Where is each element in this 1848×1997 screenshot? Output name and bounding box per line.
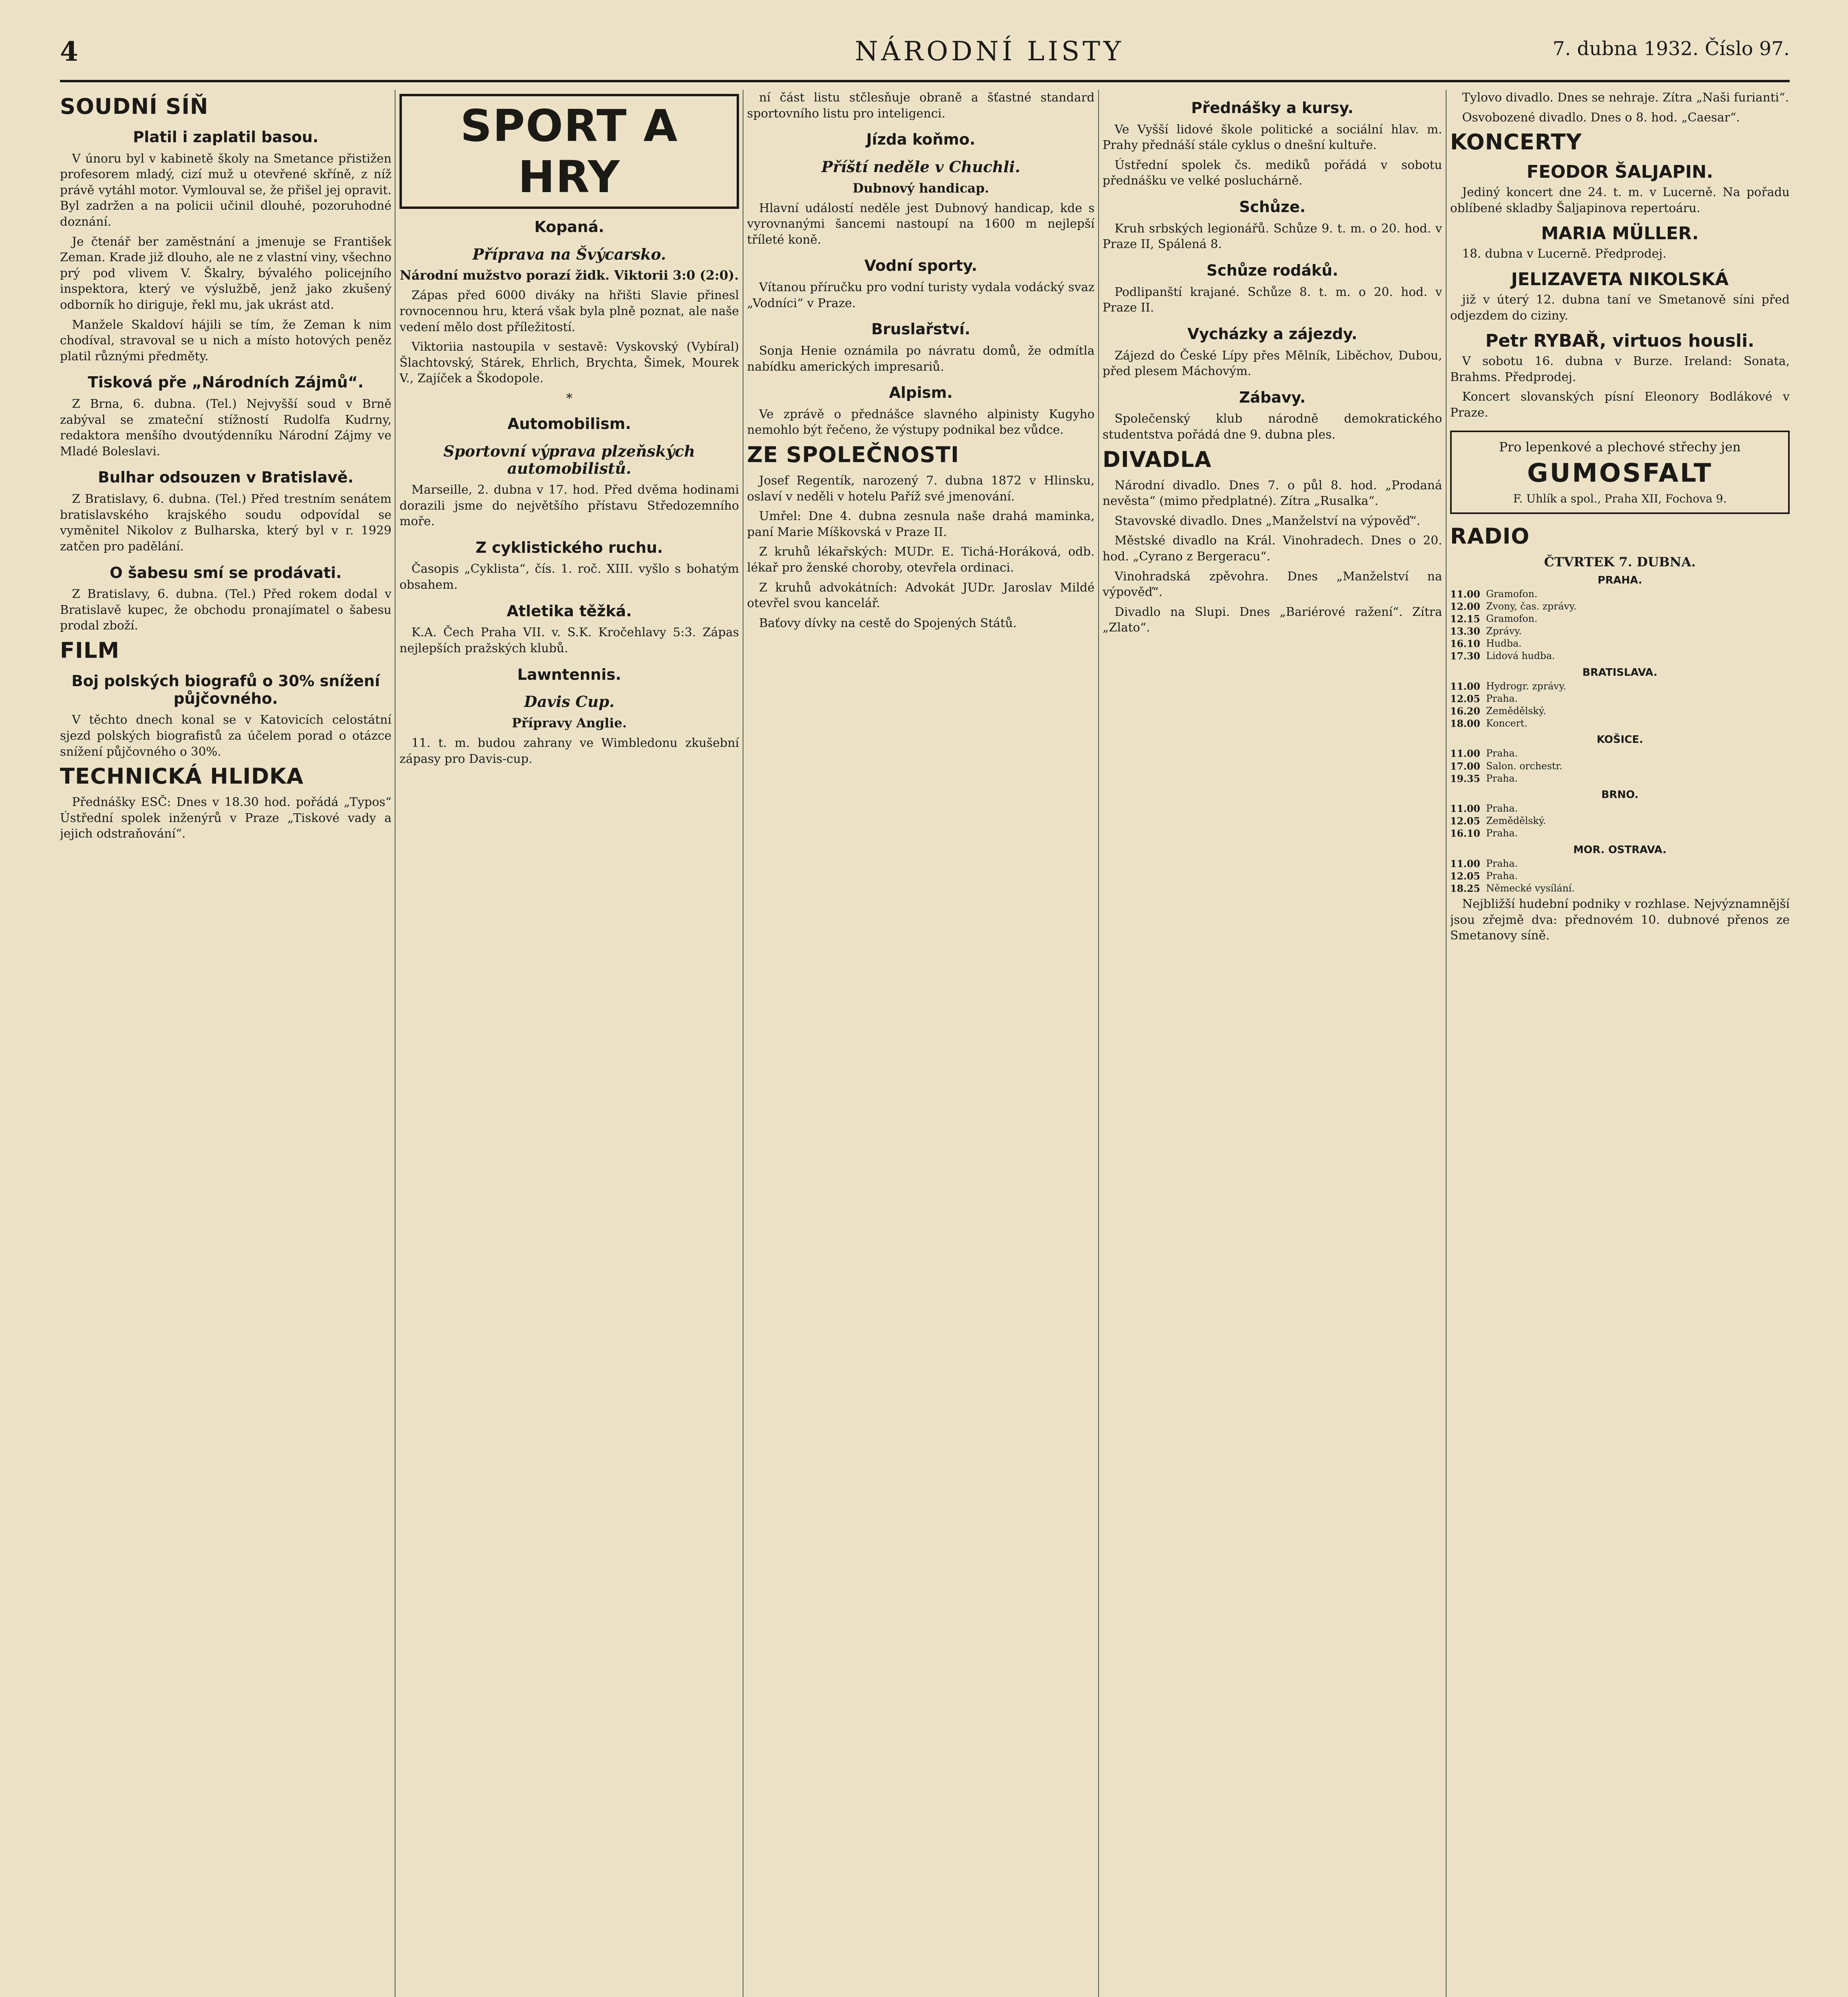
radio-station: BRNO. <box>1601 788 1639 801</box>
article-paragraph: Umřel: Dne 4. dubna zesnula naše drahá maminka, paní Marie Míškovská v Praze II. <box>747 509 1095 539</box>
article-title: Alpism. <box>889 384 953 402</box>
article-title: Zábavy. <box>1239 388 1306 406</box>
article-paragraph: Osvobozené divadlo. Dnes o 8. hod. „Caesar“. <box>1462 110 1740 125</box>
radio-item: Gramofon. <box>1486 613 1538 624</box>
section-title-film: FILM <box>60 638 120 663</box>
column-lectures-theatre <box>1103 90 1442 1997</box>
radio-time: 16.10 <box>1450 828 1480 840</box>
radio-time: 18.25 <box>1450 882 1480 894</box>
separator-star: * <box>566 390 572 406</box>
page-number: 4 <box>60 36 78 67</box>
radio-listing-row <box>1450 625 1790 637</box>
article-title: O šabesu smí se prodávati. <box>109 564 342 582</box>
article-paragraph: již v úterý 12. dubna taní ve Smetanově síni před odjezdem do ciziny. <box>1450 292 1790 323</box>
section-title-concerts: KONCERTY <box>1450 129 1582 155</box>
article-paragraph: Koncert slovanských písní Eleonory Bodlákové v Praze. <box>1450 390 1790 420</box>
radio-time: 19.35 <box>1450 772 1480 784</box>
radio-listing-row <box>1450 882 1790 895</box>
article-paragraph: Stavovské divadlo. Dnes „Manželství na výpověď“. <box>1115 514 1421 528</box>
radio-item: Zemědělský. <box>1486 705 1546 717</box>
concert-artist: MARIA MÜLLER. <box>1541 223 1699 244</box>
paper-title: NÁRODNÍ LISTY <box>855 36 1124 67</box>
article-paragraph: Podlipanští krajané. Schůze 8. t. m. o 20. hod. v Praze II. <box>1103 285 1442 315</box>
article-title: Bruslařství. <box>871 320 970 338</box>
article-paragraph: K.A. Čech Praha VII. v. S.K. Kročehlavy 5:3. Zápas nejlepších pražských klubů. <box>399 625 739 655</box>
radio-station: PRAHA. <box>1598 574 1642 586</box>
radio-listing-row <box>1450 680 1790 693</box>
article-paragraph: Divadlo na Slupi. Dnes „Bariérové ražení“. Zítra „Zlato“. <box>1103 605 1442 635</box>
radio-listing-row <box>1450 613 1790 625</box>
radio-listing-row <box>1450 747 1790 760</box>
article-paragraph: V únoru byl v kabinetě školy na Smetance přistižen profesorem mladý, cizí muž u otevřené skříně, z níž právě vytáhl motor. Vymlouval se, že přišel jej opravit. Byl zadržen a na policii učinil dlouhé, pozoruhodné doznání. <box>60 151 391 229</box>
article-paragraph: Časopis „Cyklista“, čís. 1. roč. XIII. vyšlo s bohatým obsahem. <box>399 562 739 592</box>
radio-item: Koncert. <box>1486 718 1528 729</box>
radio-listing-row <box>1450 588 1790 600</box>
radio-listing-row <box>1450 815 1790 827</box>
radio-item: Německé vysílání. <box>1486 882 1575 894</box>
article-title: Boj polských biografů o 30% snížení půjčovného. <box>71 672 380 707</box>
radio-time: 12.05 <box>1450 693 1480 705</box>
article-paragraph: Je čtenář ber zaměstnání a jmenuje se František Zeman. Krade již dlouho, ale ne z vlastní viny, všechno prý pod vlivem V. Škalry, bývalého policejního inspektora, který ve výslužbě, jenž jako zkušený odborník ho diriguje, řekl mu, jak ukrást atd. <box>60 234 391 312</box>
radio-item: Zemědělský. <box>1486 815 1546 827</box>
ad-brand: GUMOSFALT <box>1527 458 1713 488</box>
article-paragraph: Tylovo divadlo. Dnes se nehraje. Zítra „Naši furianti“. <box>1462 91 1789 105</box>
article-paragraph: Z kruhů advokátních: Advokát JUDr. Jaroslav Mildé otevřel svou kancelář. <box>747 580 1095 611</box>
radio-time: 11.00 <box>1450 680 1480 692</box>
article-paragraph: 18. dubna v Lucerně. Předprodej. <box>1462 247 1667 261</box>
article-paragraph: Ústřední spolek čs. mediků pořádá v sobotu přednášku ve velké posluchárně. <box>1103 158 1442 188</box>
radio-time: 17.00 <box>1450 760 1480 772</box>
sport-banner <box>399 94 739 209</box>
article-paragraph: Z kruhů lékařských: MUDr. E. Tichá-Horáková, odb. lékař pro ženské choroby, otevřela ordinaci. <box>747 545 1095 575</box>
concert-artist: FEODOR ŠALJAPIN. <box>1526 162 1713 183</box>
article-title: Vycházky a zájezdy. <box>1187 325 1357 343</box>
radio-time: 11.00 <box>1450 858 1480 869</box>
article-paragraph: Městské divadlo na Král. Vinohradech. Dnes o 20. hod. „Cyrano z Bergeracu“. <box>1103 534 1442 564</box>
radio-item: Praha. <box>1486 870 1518 881</box>
column-concerts-radio <box>1450 90 1790 1997</box>
article-title: Příští neděle v Chuchli. <box>821 157 1020 176</box>
concert-artist: Petr RYBAŘ, virtuos housli. <box>1485 331 1755 351</box>
article-title: Davis Cup. <box>524 693 615 711</box>
article-paragraph: Manžele Skaldoví hájili se tím, že Zeman k nim chodíval, stravoval se u nich a místo hotových peněz platil různými předměty. <box>60 318 391 363</box>
radio-time: 11.00 <box>1450 748 1480 760</box>
article-paragraph: 11. t. m. budou zahrany ve Wimbledonu zkušební zápasy pro Davis-cup. <box>399 736 739 766</box>
article-subtitle: Národní mužstvo porazí židk. Viktorii 3:0 (2:0). <box>399 268 739 283</box>
column-sport-society <box>747 90 1095 1997</box>
article-paragraph: Hlavní událostí neděle jest Dubnový handicap, kde s vyrovnanými šancemi nastoupí na 1600 m nejlepší tříleté koně. <box>747 201 1095 247</box>
article-paragraph: V těchto dnech konal se v Katovicích celostátní sjezd polských biografistů za účelem porad o otázce snížení půjčovného o 30%. <box>60 713 391 759</box>
radio-day: ČTVRTEK 7. DUBNA. <box>1544 554 1696 570</box>
article-paragraph: Josef Regentík, narozený 7. dubna 1872 v Hlinsku, oslaví v neděli v hotelu Paříž své jmenování. <box>747 473 1095 504</box>
radio-time: 18.00 <box>1450 718 1480 730</box>
article-paragraph: Kruh srbských legionářů. Schůze 9. t. m. o 20. hod. v Praze II, Spálená 8. <box>1103 221 1442 252</box>
radio-listing-row <box>1450 705 1790 717</box>
gumosfalt-advertisement <box>1450 431 1790 514</box>
article-paragraph: Zápas před 6000 diváky na hřišti Slavie přinesl rovnocennou hru, která však byla plně poznat, ale naše vedení mělo dost příležitostí. <box>399 288 739 334</box>
radio-listing-row <box>1450 802 1790 815</box>
article-title: Schůze rodáků. <box>1206 261 1338 279</box>
radio-time: 12.05 <box>1450 815 1480 827</box>
radio-listing-row <box>1450 827 1790 840</box>
article-paragraph: Jediný koncert dne 24. t. m. v Lucerně. Na pořadu oblíbené skladby Šaljapinova repertoáru. <box>1450 185 1790 215</box>
article-title: Vodní sporty. <box>864 257 978 275</box>
radio-listing-row <box>1450 600 1790 613</box>
column-court <box>60 90 391 1997</box>
radio-item: Praha. <box>1486 828 1518 839</box>
article-subtitle: Dubnový handicap. <box>852 180 989 196</box>
radio-listing-row <box>1450 693 1790 705</box>
article-paragraph: Společenský klub národně demokratického studentstva pořádá dne 9. dubna ples. <box>1103 412 1442 442</box>
article-title: Přednášky a kursy. <box>1191 99 1354 117</box>
radio-time: 16.10 <box>1450 638 1480 650</box>
radio-listing-row <box>1450 760 1790 772</box>
article-paragraph: Nejbližší hudební podniky v rozhlase. Nejvýznamnější jsou zřejmě dva: přednovém 10. dubnové přenos ze Smetanovy síně. <box>1450 897 1790 943</box>
article-paragraph: Baťovy dívky na cestě do Spojených Států. <box>759 616 1017 630</box>
article-paragraph: Vítanou příručku pro vodní turisty vydala vodácký svaz „Vodníci“ v Praze. <box>747 280 1095 310</box>
radio-item: Praha. <box>1486 802 1518 814</box>
radio-listing-row <box>1450 772 1790 785</box>
article-paragraph: Z Brna, 6. dubna. (Tel.) Nejvyšší soud v Brně zabýval se zmateční stížností Rudolfa Kudrny, redaktora menšího dvoutýdenníku Národní Zájmy ve Mladé Boleslavi. <box>60 397 391 459</box>
article-title: Platil i zaplatil basou. <box>133 128 319 146</box>
ad-line: Pro lepenkové a plechové střechy jen <box>1499 439 1741 455</box>
article-title: Jízda koňmo. <box>866 131 976 149</box>
column-sport <box>399 90 739 1997</box>
article-title: Bulhar odsouzen v Bratislavě. <box>98 468 354 486</box>
article-paragraph: Národní divadlo. Dnes 7. o půl 8. hod. „Prodaná nevěsta“ (mimo předplatné). Zítra „Rusalka“. <box>1103 478 1442 508</box>
article-title: Sportovní výprava plzeňských automobilistů. <box>443 442 695 478</box>
radio-listing-row <box>1450 650 1790 662</box>
section-subhead: Automobilism. <box>507 415 631 433</box>
section-title-court: SOUDNÍ SÍŇ <box>60 94 209 119</box>
radio-listing-row <box>1450 870 1790 882</box>
radio-time: 12.15 <box>1450 613 1480 625</box>
article-paragraph: Zájezd do České Lípy přes Mělník, Liběchov, Dubou, před plesem Máchovým. <box>1103 348 1442 379</box>
masthead <box>60 36 1790 72</box>
article-paragraph: Viktoriia nastoupila v sestavě: Vyskovský (Vybíral) Šlachtovský, Stárek, Ehrlich, Brychta, Šimek, Mourek V., Zajíček a Škodopole. <box>399 340 739 386</box>
radio-programme <box>1450 574 1790 895</box>
radio-listing-row <box>1450 637 1790 650</box>
radio-item: Gramofon. <box>1486 588 1538 599</box>
radio-time: 11.00 <box>1450 802 1480 814</box>
article-paragraph: V sobotu 16. dubna v Burze. Ireland: Sonata, Brahms. Předprodej. <box>1450 354 1790 384</box>
section-title-radio: RADIO <box>1450 523 1530 549</box>
radio-time: 16.20 <box>1450 705 1480 717</box>
section-subhead: Kopaná. <box>534 218 604 236</box>
radio-item: Praha. <box>1486 693 1518 704</box>
radio-listing-row <box>1450 717 1790 730</box>
article-subtitle: Přípravy Anglie. <box>512 715 627 731</box>
radio-item: Lidová hudba. <box>1486 650 1555 662</box>
radio-station: MOR. OSTRAVA. <box>1573 844 1667 856</box>
article-paragraph: Přednášky ESČ: Dnes v 18.30 hod. pořádá „Typos“ Ústřední spolek inženýrů v Praze „Tiskové vady a jejich odstraňování“. <box>60 795 391 841</box>
article-title: Tisková pře „Národních Zájmů“. <box>87 373 364 391</box>
radio-item: Zprávy. <box>1486 625 1522 637</box>
radio-listing-row <box>1450 858 1790 870</box>
radio-item: Hydrogr. zprávy. <box>1486 680 1566 692</box>
issue-date: 7. dubna 1932. Číslo 97. <box>1552 38 1790 60</box>
radio-time: 12.05 <box>1450 870 1480 882</box>
column-divider <box>1098 90 1099 1997</box>
article-paragraph: Ve Vyšší lidové škole politické a sociální hlav. m. Prahy přednáší stále cyklus o dnešní kultuře. <box>1103 122 1442 153</box>
radio-station: BRATISLAVA. <box>1582 666 1657 679</box>
radio-item: Praha. <box>1486 772 1518 784</box>
radio-item: Salon. orchestr. <box>1486 760 1563 772</box>
article-paragraph: Sonja Henie oznámila po návratu domů, že odmítla nabídku amerických impresariů. <box>747 343 1095 374</box>
section-title-tech: TECHNICKÁ HLIDKA <box>60 764 304 789</box>
article-title: Příprava na Švýcarsko. <box>472 245 666 263</box>
article-title: Schůze. <box>1239 198 1306 216</box>
section-subhead: Lawntennis. <box>517 665 622 683</box>
article-title: Z cyklistického ruchu. <box>475 538 663 556</box>
radio-item: Hudba. <box>1486 638 1522 649</box>
column-divider <box>1446 90 1447 1997</box>
article-paragraph: Vinohradská zpěvohra. Dnes „Manželství na výpověď“. <box>1103 569 1442 599</box>
ad-address: F. Uhlík a spol., Praha XII, Fochova 9. <box>1513 492 1727 505</box>
header-rule <box>60 80 1790 82</box>
section-title-theatre: DIVADLA <box>1103 447 1212 472</box>
sport-banner-text: SPORT A HRY <box>460 100 678 202</box>
radio-item: Praha. <box>1486 748 1518 759</box>
article-title: Atletika těžká. <box>507 602 632 620</box>
article-paragraph: ní část listu stčlesňuje obraně a šťastné standard sportovního listu pro inteligenci. <box>747 91 1095 121</box>
section-title-society: ZE SPOLEČNOSTI <box>747 442 960 467</box>
concert-artist: JELIZAVETA NIKOLSKÁ <box>1511 269 1729 290</box>
radio-item: Zvony, čas. zprávy. <box>1486 600 1577 612</box>
radio-time: 17.30 <box>1450 650 1480 662</box>
radio-item: Praha. <box>1486 858 1518 869</box>
radio-time: 11.00 <box>1450 588 1480 600</box>
article-paragraph: Z Bratislavy, 6. dubna. (Tel.) Před trestním senátem bratislavského krajského soudu odpovídal se vyměnitel Nikolov z Bulharska, který byl v r. 1929 zatčen pro padělání. <box>60 492 391 554</box>
article-paragraph: Z Bratislavy, 6. dubna. (Tel.) Před rokem dodal v Bratislavě kupec, že obchodu pronajímatel o šabesu prodal zboží. <box>60 587 391 633</box>
radio-station: KOŠICE. <box>1596 734 1643 746</box>
radio-time: 12.00 <box>1450 600 1480 612</box>
article-paragraph: Marseille, 2. dubna v 17. hod. Před dvěma hodinami dorazili jsme do největšího přístavu Středozemního moře. <box>399 483 739 529</box>
radio-time: 13.30 <box>1450 625 1480 637</box>
article-paragraph: Ve zprávě o přednášce slavného alpinisty Kugyho nemohlo být řečeno, že výstupy podnikal bez vůdce. <box>747 407 1095 437</box>
